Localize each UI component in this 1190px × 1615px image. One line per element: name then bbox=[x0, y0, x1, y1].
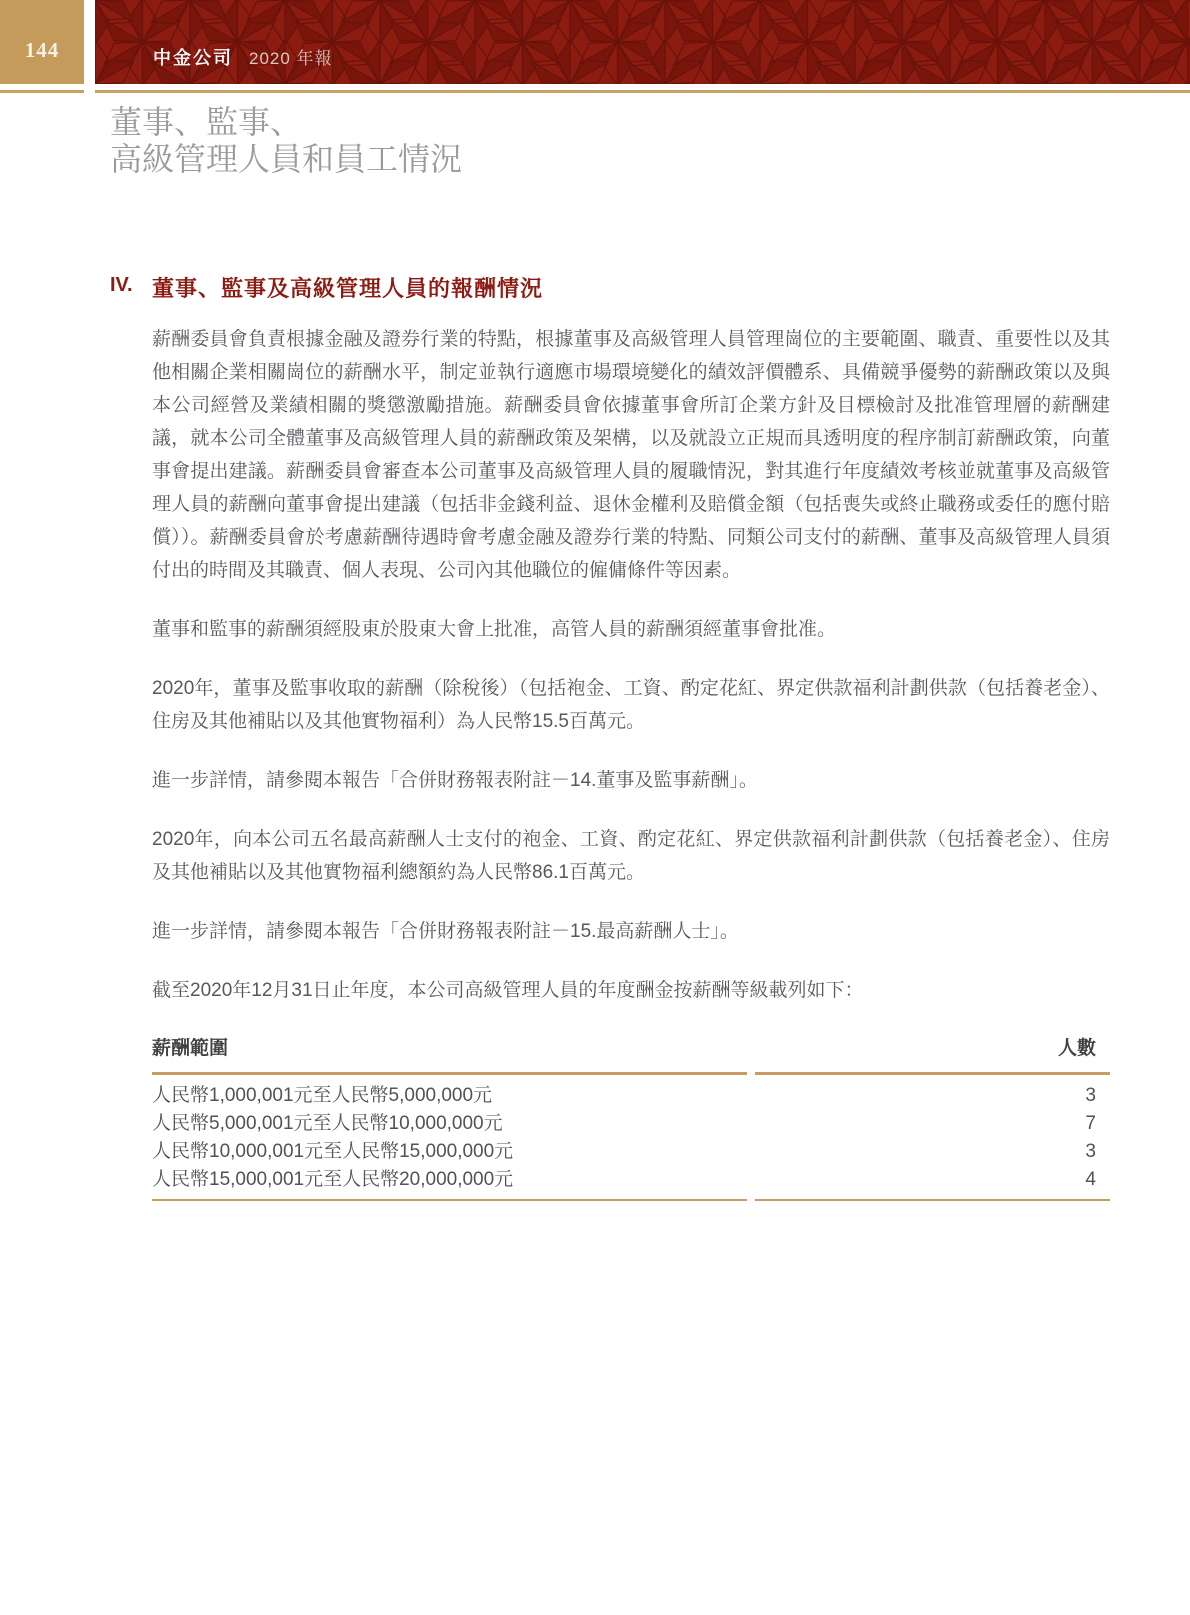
headcount: 4 bbox=[755, 1166, 1110, 1201]
column-header-count: 人數 bbox=[755, 1033, 1110, 1075]
report-edition: 2020 年報 bbox=[249, 49, 333, 68]
headcount: 7 bbox=[1085, 1113, 1096, 1134]
salary-range: 人民幣10,000,001元至人民幣15,000,000元 bbox=[152, 1141, 514, 1162]
banner-label bbox=[153, 44, 333, 70]
table-row bbox=[152, 1166, 1110, 1201]
paragraph-note-14: 進一步詳情，請參閱本報告「合併財務報表附註－14.董事及監事薪酬」。 bbox=[152, 770, 758, 791]
header-banner bbox=[95, 0, 1190, 84]
salary-range: 人民幣1,000,001元至人民幣5,000,000元 bbox=[152, 1085, 493, 1106]
salary-band-table bbox=[152, 1033, 1110, 1201]
chapter-title-line1: 董事、監事、 bbox=[110, 104, 303, 140]
chapter-title-line2: 高級管理人員和員工情況 bbox=[110, 141, 463, 177]
section-numeral: IV. bbox=[110, 274, 133, 296]
header-rule-left bbox=[0, 90, 84, 93]
section-heading-text: 董事、監事及高級管理人員的報酬情況 bbox=[152, 276, 544, 301]
salary-range: 人民幣5,000,001元至人民幣10,000,000元 bbox=[152, 1113, 503, 1134]
paragraph-table-intro: 截至2020年12月31日止年度，本公司高級管理人員的年度酬金按薪酬等級載列如下： bbox=[152, 980, 864, 1001]
page-number-block bbox=[0, 0, 84, 84]
paragraph-2020-directors-pay: 2020年，董事及監事收取的薪酬（除稅後）（包括袍金、工資、酌定花紅、界定供款福利計劃供款（包括養老金）、住房及其他補貼以及其他實物福利）為人民幣15.5百萬元。 bbox=[152, 678, 1110, 732]
paragraph-approval: 董事和監事的薪酬須經股東於股東大會上批准，高管人員的薪酬須經董事會批准。 bbox=[152, 619, 837, 640]
table-row bbox=[152, 1075, 1110, 1110]
headcount: 3 bbox=[1085, 1085, 1096, 1106]
table-row bbox=[152, 1110, 1110, 1138]
paragraph-top-five-pay: 2020年，向本公司五名最高薪酬人士支付的袍金、工資、酌定花紅、界定供款福利計劃供款（包括養老金）、住房及其他補貼以及其他實物福利總額約為人民幣86.1百萬元。 bbox=[152, 829, 1110, 883]
asanoha-pattern-icon bbox=[95, 0, 1190, 84]
section-heading bbox=[110, 272, 1110, 303]
salary-range: 人民幣15,000,001元至人民幣20,000,000元 bbox=[152, 1166, 747, 1201]
headcount: 3 bbox=[1085, 1141, 1096, 1162]
header-rule-right bbox=[95, 90, 1190, 93]
paragraph-note-15: 進一步詳情，請參閱本報告「合併財務報表附註－15.最高薪酬人士」。 bbox=[152, 921, 739, 942]
table-header-row bbox=[152, 1033, 1110, 1075]
column-header-range: 薪酬範圍 bbox=[152, 1033, 747, 1075]
section-content bbox=[110, 272, 1110, 1201]
chapter-title bbox=[110, 104, 462, 178]
body-column bbox=[152, 323, 1110, 1007]
page-number: 144 bbox=[24, 38, 60, 62]
brand-name: 中金公司 bbox=[153, 48, 233, 68]
table-row bbox=[152, 1138, 1110, 1166]
paragraph-remuneration-committee: 薪酬委員會負責根據金融及證券行業的特點，根據董事及高級管理人員管理崗位的主要範圍、職責、重要性以及其他相關企業相關崗位的薪酬水平，制定並執行適應市場環境變化的績效評價體系、具備競爭優勢的薪酬政策以及與本公司經營及業績相關的獎懲激勵措施。薪酬委員會依據董事會所訂企業方針及目標檢討及批准管理層的薪酬建議，就本公司全體董事及高級管理人員的薪酬政策及架構，以及就設立正規而具透明度的程序制訂薪酬政策，向董事會提出建議。薪酬委員會審查本公司董事及高級管理人員的履職情況，對其進行年度績效考核並就董事及高級管理人員的薪酬向董事會提出建議（包括非金錢利益、退休金權利及賠償金額（包括喪失或終止職務或委任的應付賠償））。薪酬委員會於考慮薪酬待遇時會考慮金融及證券行業的特點、同類公司支付的薪酬、董事及高級管理人員須付出的時間及其職責、個人表現、公司內其他職位的僱傭條件等因素。 bbox=[152, 329, 1110, 581]
